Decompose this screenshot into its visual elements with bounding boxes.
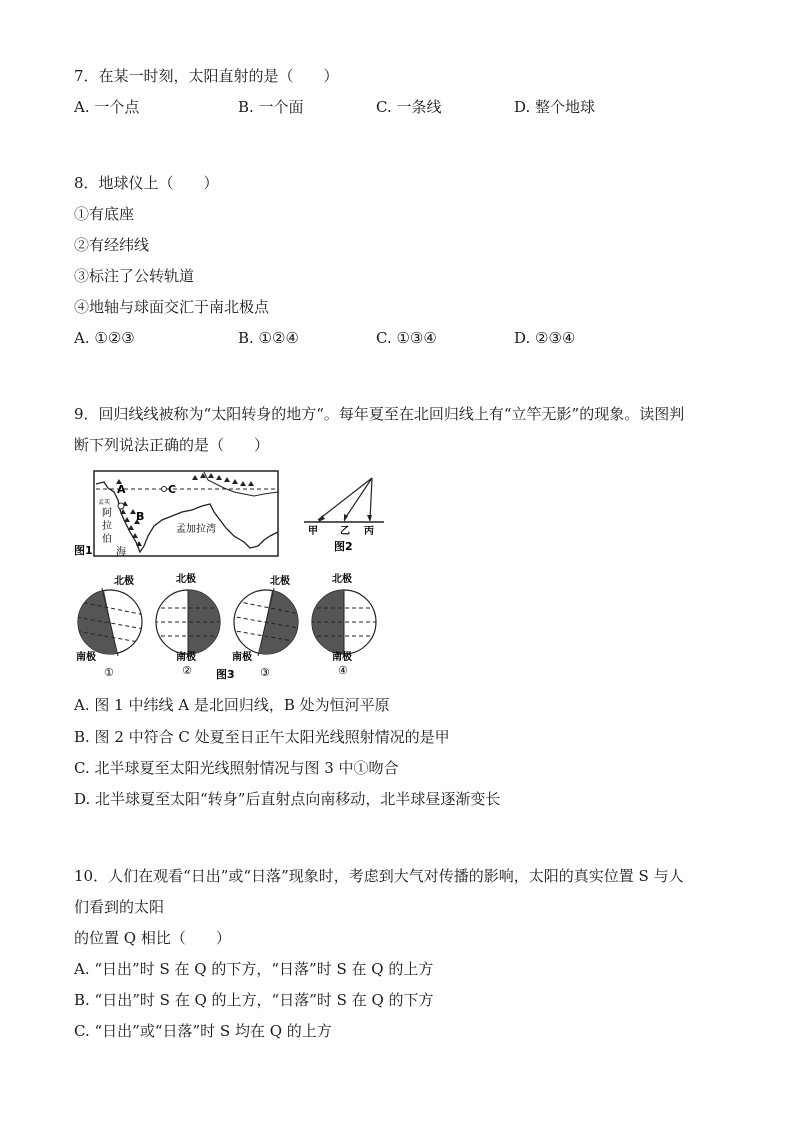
globe-2 [154, 588, 222, 658]
q9-option-d: D. 北半球夏至太阳“转身”后直射点向南移动，北半球昼逐渐变长 [74, 790, 501, 808]
q10-stem-line3: 的位置 Q 相比（ ） [74, 929, 231, 947]
fig1-label-c: C [168, 483, 177, 496]
globe-1-number: ① [104, 666, 114, 679]
fig1-label-bengal: 孟加拉湾 [176, 524, 216, 535]
globe-1 [70, 570, 150, 680]
q7-option-d: D. 整个地球 [514, 98, 596, 116]
fig3-caption: 图3 [216, 668, 235, 681]
globe-1-south-label: 南极 [76, 652, 96, 663]
fig1-arabia-1: 阿 [102, 508, 112, 519]
q8-stem: 8．地球仪上（ ） [74, 174, 219, 192]
globe-3-north-label: 北极 [270, 576, 290, 587]
figure-3-globes [70, 570, 390, 682]
q10-option-b: B. “日出”时 S 在 Q 的上方，“日落”时 S 在 Q 的下方 [74, 991, 434, 1009]
q10-option-c: C. “日出”或“日落”时 S 均在 Q 的上方 [74, 1022, 332, 1040]
q9-option-a: A. 图 1 中纬线 A 是北回归线，B 处为恒河平原 [74, 696, 390, 714]
q7-stem: 7．在某一时刻，太阳直射的是（ ） [74, 67, 339, 85]
fig1-arabia-2: 拉 [102, 521, 112, 532]
q10-stem-line2: 们看到的太阳 [74, 898, 165, 916]
globe-4 [310, 588, 378, 658]
fig1-arabia-4: 海 [116, 547, 126, 558]
fig2-label-bing: 丙 [364, 526, 374, 537]
fig2-caption: 图2 [334, 540, 353, 553]
fig1-label-b: B [136, 510, 145, 523]
q9-stem-line1: 9．回归线线被称为“太阳转身的地方“。每年夏至在北回归线上有“立竿无影”的现象。读图判 [74, 405, 685, 423]
q8-item-3: ③标注了公转轨道 [74, 267, 195, 285]
fig1-label-a: A [117, 483, 126, 496]
fig1-caption: 图1 [74, 544, 93, 557]
fig2-label-yi: 乙 [340, 526, 350, 537]
globe-2-south-label: 南极 [176, 652, 196, 663]
q10-option-a: A. “日出”时 S 在 Q 的下方，“日落”时 S 在 Q 的上方 [74, 960, 434, 978]
fig2-label-jia: 甲 [308, 526, 318, 537]
q8-option-a: A. ①②③ [74, 329, 135, 347]
q9-option-b: B. 图 2 中符合 C 处夏至日正午太阳光线照射情况的是甲 [74, 728, 450, 746]
q7-option-c: C. 一条线 [376, 98, 442, 116]
q9-option-c: C. 北半球夏至太阳光线照射情况与图 3 中①吻合 [74, 759, 399, 777]
q8-option-c: C. ①③④ [376, 329, 437, 347]
globe-4-north-label: 北极 [332, 574, 352, 585]
q8-option-d: D. ②③④ [514, 329, 576, 347]
q8-item-4: ④地轴与球面交汇于南北极点 [74, 298, 270, 316]
globe-4-south-label: 南极 [332, 652, 352, 663]
q9-stem-line2: 断下列说法正确的是（ ） [74, 436, 270, 454]
q10-stem-line1: 10．人们在观看“日出”或“日落”现象时，考虑到大气对传播的影响，太阳的真实位置 S 与人 [74, 867, 684, 885]
q8-item-2: ②有经纬线 [74, 236, 150, 254]
fig1-arabia-3: 伯 [102, 534, 112, 545]
globe-4-number: ④ [338, 664, 348, 677]
q7-option-b: B. 一个面 [238, 98, 304, 116]
globe-2-number: ② [182, 664, 192, 677]
globe-3-number: ③ [260, 666, 270, 679]
q7-option-a: A. 一个点 [74, 98, 140, 116]
globe-2-north-label: 北极 [176, 574, 196, 585]
globe-3-south-label: 南极 [232, 652, 252, 663]
fig1-label-mengmai: 孟买 [98, 499, 111, 506]
figure-2-sun-rays [300, 470, 390, 556]
globe-1-north-label: 北极 [114, 576, 134, 587]
q8-item-1: ①有底座 [74, 205, 135, 223]
figure-1-map [74, 466, 280, 562]
q8-option-b: B. ①②④ [238, 329, 299, 347]
